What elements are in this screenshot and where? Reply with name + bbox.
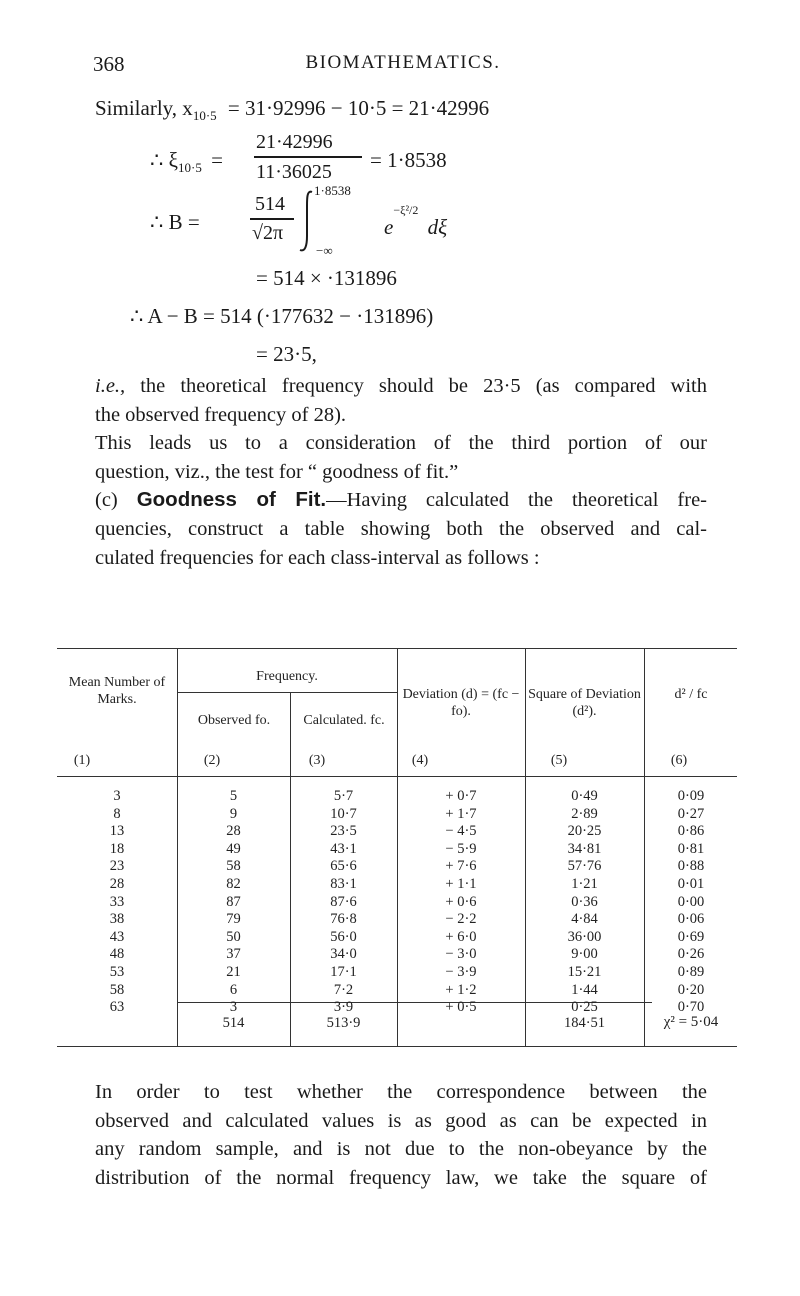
cell-marks: 13 — [109, 823, 125, 840]
cell-observed: 21 — [226, 964, 241, 980]
xi-result: = 1·8538 — [370, 148, 447, 172]
B-integrand: $e^{-\xi^2/2}$ dξ — [384, 203, 448, 239]
xi-numerator: 21·42996 — [256, 131, 333, 153]
cell-square-deviation: 2·89 — [571, 805, 598, 822]
B-upper-limit: 1·8538 — [314, 183, 351, 198]
xi-fraction-bar — [254, 156, 362, 158]
cell-deviation: − 3·0 — [445, 946, 477, 963]
cell-observed: 9 — [229, 805, 238, 822]
cell-ratio: 0·89 — [677, 964, 705, 980]
xi-denominator: 11·36025 — [256, 161, 332, 183]
cell-calculated: 65·6 — [330, 858, 357, 875]
section-heading-goodness-of-fit: Goodness of Fit. — [136, 488, 327, 512]
header-observed: Observed fo. — [197, 713, 271, 728]
col-number-4: (4) — [411, 753, 429, 768]
paragraph-goodness-of-fit-intro: i.e., the theoretical frequency should be 23·5 (as compared with the observed frequency of 28). This leads us to a consideration of the third portion of our question, viz., the test for “ goodness of fit.” (c) Goodness of Fit.—Having calculated the theoretical fre- quencies, construct a table showing both the observed and cal- culated frequencies for each class-interval as follows : — [95, 375, 707, 569]
cell-marks: 38 — [109, 911, 125, 928]
cell-ratio: 0·69 — [677, 928, 705, 945]
cell-marks: 58 — [109, 981, 125, 998]
cell-square-deviation: 0·36 — [571, 893, 598, 910]
cell-observed: 28 — [226, 823, 241, 840]
cell-marks: 33 — [109, 893, 125, 910]
cell-calculated: 3·9 — [333, 999, 354, 1016]
total-square-deviation: 184·51 — [563, 1015, 606, 1031]
cell-calculated: 5·7 — [333, 788, 354, 804]
header-calculated: Calculated. fc. — [303, 713, 385, 728]
B-coefficient-numerator: 514 — [255, 193, 285, 215]
cell-square-deviation: 1·21 — [571, 876, 598, 892]
header-d2-over-fc: d² / fc — [674, 687, 708, 702]
cell-ratio: 0·00 — [677, 893, 705, 910]
cell-square-deviation: 20·25 — [567, 823, 602, 840]
cell-observed: 79 — [226, 911, 241, 928]
cell-marks: 53 — [109, 964, 125, 980]
cell-deviation: − 4·5 — [445, 823, 477, 840]
cell-observed: 50 — [226, 928, 241, 945]
cell-ratio: 0·27 — [677, 805, 705, 822]
cell-deviation: − 3·9 — [445, 964, 477, 980]
cell-calculated: 7·2 — [333, 981, 354, 998]
cell-calculated: 34·0 — [330, 946, 357, 963]
cell-observed: 37 — [226, 946, 241, 963]
cell-calculated: 56·0 — [330, 928, 357, 945]
cell-deviation: + 0·6 — [445, 893, 477, 910]
cell-square-deviation: 36·00 — [567, 928, 602, 945]
cell-ratio: 0·20 — [677, 981, 705, 998]
B-lower-limit: −∞ — [316, 243, 333, 258]
cell-deviation: + 0·7 — [445, 788, 477, 804]
cell-deviation: + 1·1 — [445, 876, 477, 892]
col-number-2: (2) — [203, 753, 221, 768]
cell-observed: 6 — [229, 981, 238, 998]
cell-deviation: + 6·0 — [445, 928, 477, 945]
equation-xi-label: ∴ $\xi_{10\cdot 5}$ = — [150, 148, 223, 176]
header-deviation: Deviation (d) = (fc − fo). — [402, 687, 520, 719]
cell-observed: 58 — [226, 858, 241, 875]
cell-calculated: 17·1 — [330, 964, 357, 980]
B-fraction-bar — [250, 218, 294, 220]
col-number-6: (6) — [670, 753, 688, 768]
cell-square-deviation: 34·81 — [567, 840, 602, 857]
cell-marks: 63 — [109, 999, 125, 1016]
cell-marks: 3 — [113, 788, 121, 804]
B-coefficient-denominator: √2π — [252, 222, 284, 244]
cell-deviation: + 7·6 — [445, 858, 477, 875]
cell-calculated: 43·1 — [330, 840, 357, 857]
cell-square-deviation: 57·76 — [567, 858, 602, 875]
cell-deviation: + 1·2 — [445, 981, 477, 998]
cell-calculated: 10·7 — [330, 805, 357, 822]
cell-observed: 49 — [226, 840, 241, 857]
page-header — [93, 52, 713, 82]
cell-square-deviation: 4·84 — [571, 911, 598, 928]
cell-ratio: 0·70 — [677, 999, 705, 1016]
cell-marks: 28 — [109, 876, 125, 892]
A-minus-B-result: = 23·5, — [256, 342, 317, 366]
cell-observed: 5 — [229, 788, 238, 804]
cell-ratio: 0·09 — [677, 788, 705, 804]
cell-calculated: 23·5 — [330, 823, 357, 840]
header-mean-marks: Mean Number of Marks. — [68, 675, 166, 707]
cell-marks: 18 — [109, 840, 125, 857]
chi-square-result: χ² = 5·04 — [663, 1014, 719, 1030]
cell-deviation: − 2·2 — [445, 911, 477, 928]
cell-observed: 3 — [229, 999, 238, 1016]
cell-square-deviation: 1·44 — [571, 981, 598, 998]
col-number-3: (3) — [308, 753, 326, 768]
col-number-1: (1) — [73, 753, 91, 768]
cell-ratio: 0·06 — [677, 911, 705, 928]
cell-ratio: 0·88 — [677, 858, 705, 875]
cell-calculated: 76·8 — [330, 911, 357, 928]
header-frequency: Frequency. — [256, 669, 318, 684]
cell-deviation: − 5·9 — [445, 840, 477, 857]
cell-ratio: 0·01 — [677, 876, 705, 892]
B-value: = 514 × ·131896 — [256, 266, 397, 290]
cell-square-deviation: 0·25 — [571, 999, 598, 1016]
cell-observed: 82 — [226, 876, 241, 892]
cell-marks: 48 — [109, 946, 125, 963]
cell-calculated: 83·1 — [330, 876, 357, 892]
cell-ratio: 0·81 — [677, 840, 705, 857]
total-observed: 514 — [222, 1015, 245, 1031]
B-label: ∴ B = — [150, 210, 200, 234]
cell-square-deviation: 9·00 — [571, 946, 598, 963]
cell-marks: 8 — [113, 805, 121, 822]
cell-calculated: 87·6 — [330, 893, 357, 910]
header-square-deviation: Square of Deviation (d²). — [528, 687, 641, 719]
cell-ratio: 0·86 — [677, 823, 705, 840]
cell-marks: 23 — [109, 858, 125, 875]
cell-observed: 87 — [226, 893, 241, 910]
frequency-table — [57, 648, 737, 1048]
running-title: BIOMATHEMATICS. — [305, 52, 501, 73]
cell-square-deviation: 15·21 — [567, 964, 602, 980]
A-minus-B: ∴ A − B = 514 (·177632 − ·131896) — [130, 304, 434, 328]
paragraph-chi-square-intro: In order to test whether the correspondence between the observed and calculated values is as good as can be expected in any random sample, and is not due to the non-obeyance by the distribution of the normal frequency law, we take the square of — [95, 1081, 707, 1189]
cell-deviation: + 1·7 — [445, 805, 477, 822]
cell-ratio: 0·26 — [677, 946, 705, 963]
page-number: 368 — [93, 52, 125, 76]
frequency-subheader-rule — [177, 692, 397, 693]
cell-deviation: + 0·5 — [445, 999, 477, 1016]
cell-marks: 43 — [109, 928, 125, 945]
col-number-5: (5) — [550, 753, 568, 768]
cell-square-deviation: 0·49 — [571, 788, 598, 804]
equation-x105: Similarly, $x_{10\cdot 5} = 31\cdot 92996 - 10\cdot 5 = 21\cdot 42996$ — [95, 96, 490, 124]
total-calculated: 513·9 — [326, 1015, 361, 1031]
